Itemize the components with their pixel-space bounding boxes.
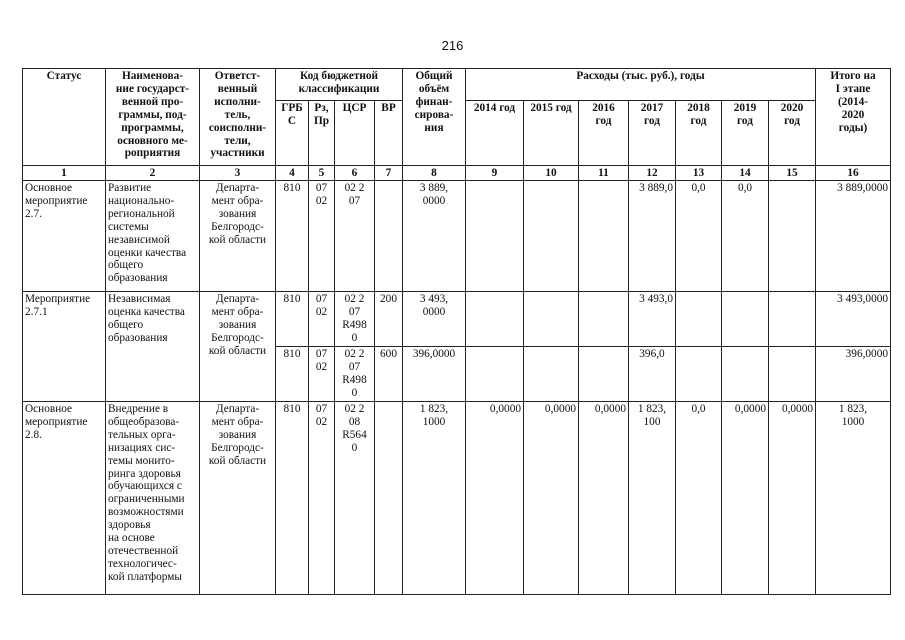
- cell-vr: [375, 181, 403, 292]
- cell-rzpr: 07 02: [309, 181, 335, 292]
- cell-y2015: [524, 347, 579, 402]
- column-number: 6: [335, 166, 375, 181]
- cell-y2018: [676, 292, 722, 347]
- cell-csr: 02 2 07: [335, 181, 375, 292]
- cell-y2014: [466, 347, 524, 402]
- cell-y2019: [722, 347, 769, 402]
- cell-y2014: [466, 181, 524, 292]
- cell-y2014: 0,0000: [466, 402, 524, 595]
- header-y2018: 2018 год: [676, 101, 722, 166]
- cell-csr: 02 2 07 R498 0: [335, 347, 375, 402]
- cell-status: Мероприятие 2.7.1: [23, 292, 106, 402]
- cell-grbs: 810: [276, 292, 309, 347]
- header-y2020: 2020 год: [769, 101, 816, 166]
- cell-y2017: 396,0: [629, 347, 676, 402]
- column-number: 11: [579, 166, 629, 181]
- cell-y2016: [579, 292, 629, 347]
- cell-name: Внедрение в общеобразова- тельных орга- низациях сис- темы монито- ринга здоровья обучающихся с ограниченными возможностями здоровья на основе отечественной технологичес- кой платформы: [106, 402, 200, 595]
- cell-responsible: Департа- мент обра- зования Белгородс- кой области: [200, 181, 276, 292]
- header-vr: ВР: [375, 101, 403, 166]
- column-number-row: [23, 166, 891, 181]
- header-csr: ЦСР: [335, 101, 375, 166]
- column-number: 5: [309, 166, 335, 181]
- cell-rzpr: 07 02: [309, 402, 335, 595]
- header-grbs: ГРБ С: [276, 101, 309, 166]
- column-number: 16: [816, 166, 891, 181]
- cell-csr: 02 2 08 R564 0: [335, 402, 375, 595]
- column-number: 10: [524, 166, 579, 181]
- header-y2019: 2019 год: [722, 101, 769, 166]
- cell-grbs: 810: [276, 181, 309, 292]
- cell-stage-total: 3 493,0000: [816, 292, 891, 347]
- cell-y2020: [769, 292, 816, 347]
- header-y2017: 2017 год: [629, 101, 676, 166]
- cell-stage-total: 3 889,0000: [816, 181, 891, 292]
- header-responsible: Ответст- венный исполни- тель, соисполни- тели, участники: [200, 69, 276, 166]
- cell-total: 396,0000: [403, 347, 466, 402]
- cell-y2018: 0,0: [676, 181, 722, 292]
- cell-y2015: 0,0000: [524, 402, 579, 595]
- cell-grbs: 810: [276, 347, 309, 402]
- header-status: Статус: [23, 69, 106, 166]
- table-row: [23, 292, 891, 347]
- table-row: [23, 402, 891, 595]
- cell-y2019: 0,0000: [722, 402, 769, 595]
- header-name: Наименова- ние государст- венной про- граммы, под- программы, основного ме- роприятия: [106, 69, 200, 166]
- cell-y2017: 1 823, 100: [629, 402, 676, 595]
- column-number: 4: [276, 166, 309, 181]
- cell-y2020: 0,0000: [769, 402, 816, 595]
- column-number: 14: [722, 166, 769, 181]
- header-budget-code: Код бюджетной классификации: [276, 69, 403, 101]
- cell-name: Развитие национально- региональной системы независимой оценки качества общего образования: [106, 181, 200, 292]
- header-total-volume: Общий объём финан- сирова- ния: [403, 69, 466, 166]
- header-y2015: 2015 год: [524, 101, 579, 166]
- header-y2016: 2016 год: [579, 101, 629, 166]
- column-number: 3: [200, 166, 276, 181]
- header-rzpr: Рз, Пр: [309, 101, 335, 166]
- cell-y2020: [769, 347, 816, 402]
- cell-total: 3 889, 0000: [403, 181, 466, 292]
- cell-stage-total: 1 823, 1000: [816, 402, 891, 595]
- page-number: 216: [441, 38, 464, 53]
- cell-status: Основное мероприятие 2.8.: [23, 402, 106, 595]
- cell-total: 1 823, 1000: [403, 402, 466, 595]
- header-expenses: Расходы (тыс. руб.), годы: [466, 69, 816, 101]
- column-number: 7: [375, 166, 403, 181]
- cell-grbs: 810: [276, 402, 309, 595]
- cell-y2018: [676, 347, 722, 402]
- cell-y2019: 0,0: [722, 181, 769, 292]
- cell-rzpr: 07 02: [309, 292, 335, 347]
- budget-table: [22, 68, 891, 595]
- cell-y2015: [524, 292, 579, 347]
- cell-vr: 600: [375, 347, 403, 402]
- column-number: 12: [629, 166, 676, 181]
- column-number: 15: [769, 166, 816, 181]
- column-number: 8: [403, 166, 466, 181]
- cell-responsible: Департа- мент обра- зования Белгородс- кой области: [200, 402, 276, 595]
- table-row: [23, 181, 891, 292]
- cell-y2019: [722, 292, 769, 347]
- cell-status: Основное мероприятие 2.7.: [23, 181, 106, 292]
- cell-y2016: 0,0000: [579, 402, 629, 595]
- cell-y2015: [524, 181, 579, 292]
- header-y2014: 2014 год: [466, 101, 524, 166]
- cell-y2017: 3 889,0: [629, 181, 676, 292]
- cell-y2016: [579, 347, 629, 402]
- cell-y2014: [466, 292, 524, 347]
- cell-responsible: Департа- мент обра- зования Белгородс- кой области: [200, 292, 276, 402]
- cell-y2020: [769, 181, 816, 292]
- cell-vr: [375, 402, 403, 595]
- column-number: 9: [466, 166, 524, 181]
- cell-name: Независимая оценка качества общего образования: [106, 292, 200, 402]
- cell-y2017: 3 493,0: [629, 292, 676, 347]
- column-number: 1: [23, 166, 106, 181]
- cell-total: 3 493, 0000: [403, 292, 466, 347]
- cell-rzpr: 07 02: [309, 347, 335, 402]
- column-number: 2: [106, 166, 200, 181]
- cell-y2016: [579, 181, 629, 292]
- cell-csr: 02 2 07 R498 0: [335, 292, 375, 347]
- cell-vr: 200: [375, 292, 403, 347]
- column-number: 13: [676, 166, 722, 181]
- header-stage-total: Итого на I этапе (2014- 2020 годы): [816, 69, 891, 166]
- cell-stage-total: 396,0000: [816, 347, 891, 402]
- cell-y2018: 0,0: [676, 402, 722, 595]
